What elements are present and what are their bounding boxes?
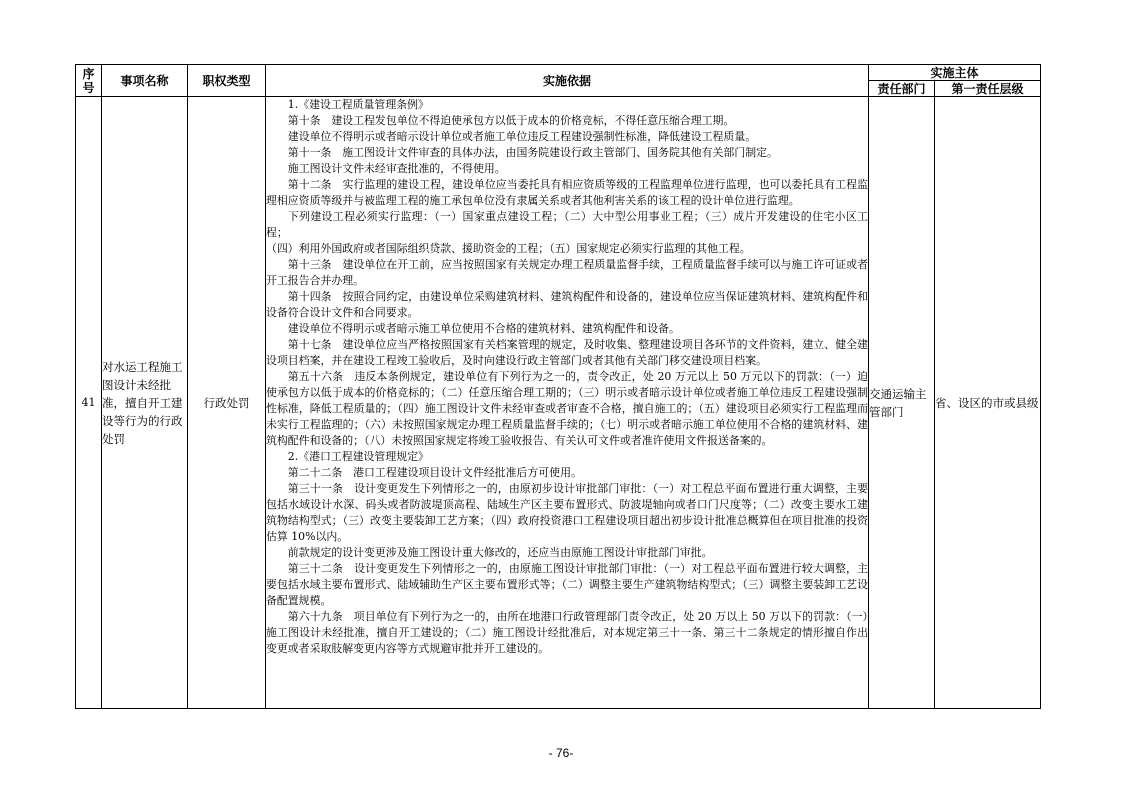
basis-paragraph: 第二十二条 港口工程建设项目设计文件经批准后方可使用。	[287, 466, 582, 479]
header-basis: 实施依据	[266, 65, 869, 97]
basis-paragraph: 第十二条 实行监理的建设工程，建设单位应当委托具有相应资质等级的工程监理单位进行监理，也可以委托具有工程监理相应资质等级并与被监理工程的施工承包单位没有隶属关系或者其他利害关系的该工程的设计单位进行监理。	[266, 178, 868, 207]
row-level: 省、设区的市或县级	[935, 97, 1041, 709]
header-power-type: 职权类型	[188, 65, 266, 97]
basis-paragraph: 下列建设工程必须实行监理：（一）国家重点建设工程；（二）大中型公用事业工程；（三）成片开发建设的住宅小区工程；	[266, 210, 868, 239]
basis-paragraph: 施工图设计文件未经审查批准的，不得使用。	[287, 162, 506, 175]
basis-paragraph: 建设单位不得明示或者暗示设计单位或者施工单位违反工程建设强制性标准，降低建设工程质量。	[287, 130, 757, 143]
basis-paragraph: 第五十六条 违反本条例规定，建设单位有下列行为之一的，责令改正，处 20 万元以上 50 万元以下的罚款：（一）迫使承包方以低于成本的价格竞标的；（二）任意压缩合理工期的；（三）明示或者暗示设计单位或者施工单位违反工程建设强制性标准，降低工程质量的；（四）施工图设计文件未经审查或者审查不合格，擅自施工的；（五）建设项目必须实行工程监理而未实行工程监理的；（六）未按照国家规定办理工程质量监督手续的；（七）明示或者暗示施工单位使用不合格的建筑材料、建筑构配件和设备的；（八）未按照国家规定将竣工验收报告、有关认可文件或者准许使用文件报送备案的。	[266, 370, 868, 447]
basis-paragraph: 第十条 建设工程发包单位不得迫使承包方以低于成本的价格竞标，不得任意压缩合理工期。	[287, 114, 735, 127]
basis-paragraph: 前款规定的设计变更涉及施工图设计重大修改的，还应当由原施工图设计审批部门审批。	[287, 546, 713, 559]
basis-text	[266, 97, 868, 657]
header-dept: 责任部门	[869, 81, 935, 97]
header-subject: 实施主体	[869, 65, 1041, 81]
basis-paragraph: 第十七条 建设单位应当严格按照国家有关档案管理的规定，及时收集、整理建设项目各环节的文件资料，建立、健全建设项目档案，并在建设工程竣工验收后，及时向建设行政主管部门或者其他有关部门移交建设项目档案。	[266, 338, 868, 367]
header-seq: 序号	[76, 65, 102, 97]
row-power-type: 行政处罚	[188, 97, 266, 709]
row-basis	[266, 97, 869, 709]
basis-paragraph: 第十三条 建设单位在开工前，应当按照国家有关规定办理工程质量监督手续，工程质量监督手续可以与施工许可证或者开工报告合并办理。	[266, 258, 868, 287]
row-dept: 交通运输主管部门	[869, 97, 935, 709]
basis-paragraph: 第六十九条 项目单位有下列行为之一的，由所在地港口行政管理部门责令改正，处 20 万以上 50 万以下的罚款：（一）施工图设计未经批准，擅自开工建设的；（二）施工图设计经批准后，对本规定第三十一条、第三十二条规定的情形擅自作出变更或者采取肢解变更内容等方式规避审批并开工建设的。	[266, 610, 868, 655]
header-item-name: 事项名称	[102, 65, 188, 97]
page-number: - 76-	[548, 746, 574, 760]
basis-paragraph: （四）利用外国政府或者国际组织贷款、援助资金的工程；（五）国家规定必须实行监理的其他工程。	[266, 242, 751, 255]
basis-paragraph: 第十一条 施工图设计文件审查的具体办法，由国务院建设行政主管部门、国务院其他有关部门制定。	[287, 146, 778, 159]
basis-paragraph: 1.《建设工程质量管理条例》	[287, 98, 429, 111]
basis-paragraph: 第三十二条 设计变更发生下列情形之一的，由原施工图设计审批部门审批：（一）对工程总平面布置进行较大调整，主要包括水域主要布置形式、陆域辅助生产区主要布置形式等；（二）调整主要生产建筑物结构型式；（三）调整主要装卸工艺设备配置规模。	[266, 562, 868, 607]
basis-paragraph: 2.《港口工程建设管理规定》	[287, 450, 429, 463]
basis-paragraph: 建设单位不得明示或者暗示施工单位使用不合格的建筑材料、建筑构配件和设备。	[287, 322, 680, 335]
row-seq: 41	[76, 97, 102, 709]
header-level: 第一责任层级	[935, 81, 1041, 97]
enforcement-table	[75, 64, 1041, 709]
row-item-name: 对水运工程施工图设计未经批准，擅自开工建设等行为的行政处罚	[102, 97, 188, 709]
basis-paragraph: 第十四条 按照合同约定，由建设单位采购建筑材料、建筑构配件和设备的，建设单位应当保证建筑材料、建筑构配件和设备符合设计文件和合同要求。	[266, 290, 868, 319]
basis-paragraph: 第三十一条 设计变更发生下列情形之一的，由原初步设计审批部门审批：（一）对工程总平面布置进行重大调整，主要包括水域设计水深、码头或者防波堤顶高程、陆域生产区主要布置形式、防波堤轴向或者口门尺度等；（二）改变主要水工建筑物结构型式；（三）改变主要装卸工艺方案；（四）政府投资港口工程建设项目超出初步设计批准总概算但在项目批准的投资估算 10%以内。	[266, 482, 868, 543]
